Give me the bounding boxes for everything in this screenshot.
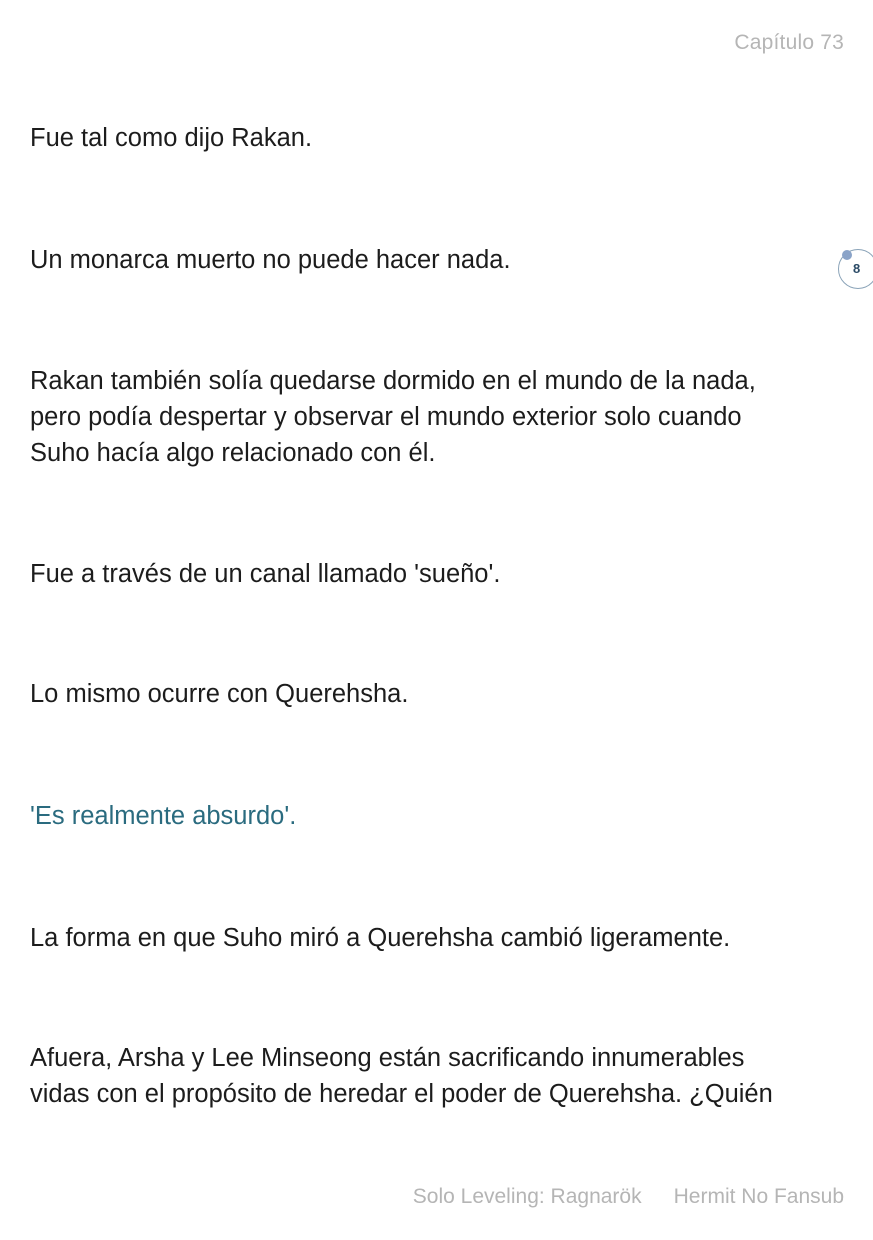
page-footer bbox=[413, 1185, 844, 1209]
paragraph: Fue a través de un canal llamado 'sueño'. bbox=[30, 560, 501, 588]
paragraph: Afuera, Arsha y Lee Minseong están sacrificando innumerables vidas con el propósito de heredar el poder de Querehsha. ¿Quién bbox=[30, 1044, 773, 1108]
paragraph: Lo mismo ocurre con Querehsha. bbox=[30, 680, 409, 708]
paragraph: Rakan también solía quedarse dormido en el mundo de la nada, pero podía despertar y observar el mundo exterior solo cuando Suho hacía algo relacionado con él. bbox=[30, 367, 756, 467]
paragraph: Fue tal como dijo Rakan. bbox=[30, 124, 313, 152]
translator-credit: Hermit No Fansub bbox=[673, 1185, 844, 1208]
comment-indicator-icon bbox=[842, 250, 852, 260]
paragraph-thought: 'Es realmente absurdo'. bbox=[30, 802, 297, 830]
book-title: Solo Leveling: Ragnarök bbox=[412, 1185, 642, 1208]
comment-count: 8 bbox=[853, 261, 861, 276]
paragraph-comment-button[interactable] bbox=[838, 249, 873, 289]
paragraph: La forma en que Suho miró a Querehsha cambió ligeramente. bbox=[30, 924, 731, 952]
paragraph: Un monarca muerto no puede hacer nada. bbox=[30, 246, 511, 274]
chapter-label: Capítulo 73 bbox=[734, 31, 844, 54]
